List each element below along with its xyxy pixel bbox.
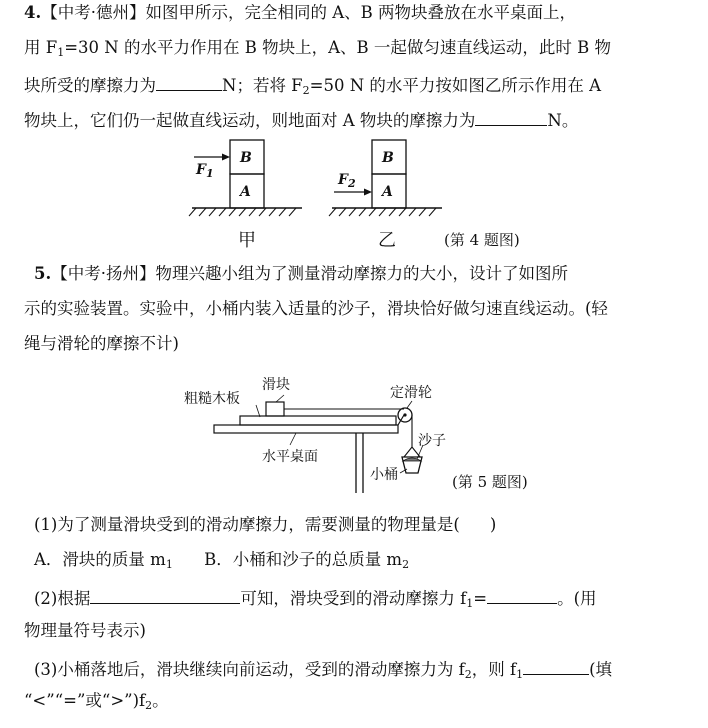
q4-line-1: 4.【中考·德州】如图甲所示，完全相同的 A、B 两物块叠放在水平桌面上，	[24, 3, 577, 22]
rough-board	[240, 416, 396, 425]
label-slider: 滑块	[262, 377, 290, 393]
pulley-axle	[403, 413, 406, 416]
label-block-a-jia: A	[240, 184, 251, 200]
q4-number: 4.	[24, 3, 42, 22]
q5-sub-2-cont: 物理量符号表示)	[24, 621, 146, 640]
label-block-a-yi: A	[382, 184, 393, 200]
option-a: A．滑块的质量 $m_1$	[34, 550, 173, 571]
q5-line-2: 示的实验装置。实验中，小桶内装入适量的沙子，滑块恰好做匀速直线运动。(轻	[24, 299, 608, 318]
table-top	[214, 425, 398, 433]
q4-line-2: 用 $F_1=30$ N 的水平力作用在 B 物块上，A、B 一起做匀速直线运动，此时 B 物	[24, 38, 611, 59]
label-table: 水平桌面	[262, 449, 318, 465]
q4-line-3: 块所受的摩擦力为 N；若将 $F_2=50$ N 的水平力按如图乙所示作用在 A	[24, 72, 601, 97]
label-fixed-pulley: 定滑轮	[390, 385, 432, 401]
ground-hatch-jia	[189, 208, 296, 216]
label-block-b-jia: B	[240, 150, 252, 166]
q5-sub-1: (1)为了测量滑块受到的滑动摩擦力，需要测量的物理量是( )	[34, 515, 497, 534]
q4-source-tag: 【中考·德州】	[41, 3, 146, 22]
slider-block	[266, 402, 284, 416]
q5-answer-blank-f1[interactable]	[487, 585, 557, 604]
q5-sub-2: (2)根据 可知，滑块受到的滑动摩擦力 $f_1=$ 。(用	[34, 585, 597, 610]
q5-sub-3: (3)小桶落地后，滑块继续向前运动，受到的滑动摩擦力为 $f_2$，则 $f_1$ (填	[34, 656, 612, 681]
label-f2: $F_2$	[338, 172, 356, 190]
q5-figure-caption: (第 5 题图)	[452, 473, 528, 491]
q4-line-4: 物块上，它们仍一起做直线运动，则地面对 A 物块的摩擦力为 N。	[24, 107, 578, 132]
q5-line-3: 绳与滑轮的摩擦不计)	[24, 334, 179, 353]
q5-source-tag: 【中考·扬州】	[51, 264, 156, 283]
q4-figure-caption: (第 4 题图)	[444, 231, 520, 249]
q5-answer-blank-principle[interactable]	[90, 585, 240, 604]
force-f1-arrowhead	[222, 154, 230, 161]
label-rough-board: 粗糙木板	[184, 391, 240, 407]
label-bucket: 小桶	[370, 467, 398, 483]
option-b: B．小桶和沙子的总质量 $m_2$	[204, 550, 410, 571]
q4-answer-blank-2[interactable]	[475, 107, 547, 126]
q4-answer-blank-1[interactable]	[156, 72, 222, 91]
q4-figure	[180, 138, 470, 220]
label-yi: 乙	[378, 230, 396, 251]
q5-options	[34, 549, 409, 571]
q5-answer-blank-compare[interactable]	[523, 656, 589, 675]
label-sand: 沙子	[418, 433, 446, 449]
q5-number: 5.	[34, 264, 52, 283]
q5-sub-3-cont: “<”“=”或“$>”)f_2$。	[24, 691, 169, 712]
sand	[403, 458, 421, 461]
q5-line-1: 5.【中考·扬州】物理兴趣小组为了测量滑动摩擦力的大小，设计了如图所	[34, 264, 568, 283]
ground-hatch-yi	[329, 208, 436, 216]
label-f1: $F_1$	[196, 162, 214, 180]
label-jia: 甲	[238, 230, 256, 251]
force-f2-arrowhead	[364, 189, 372, 196]
label-block-b-yi: B	[382, 150, 394, 166]
